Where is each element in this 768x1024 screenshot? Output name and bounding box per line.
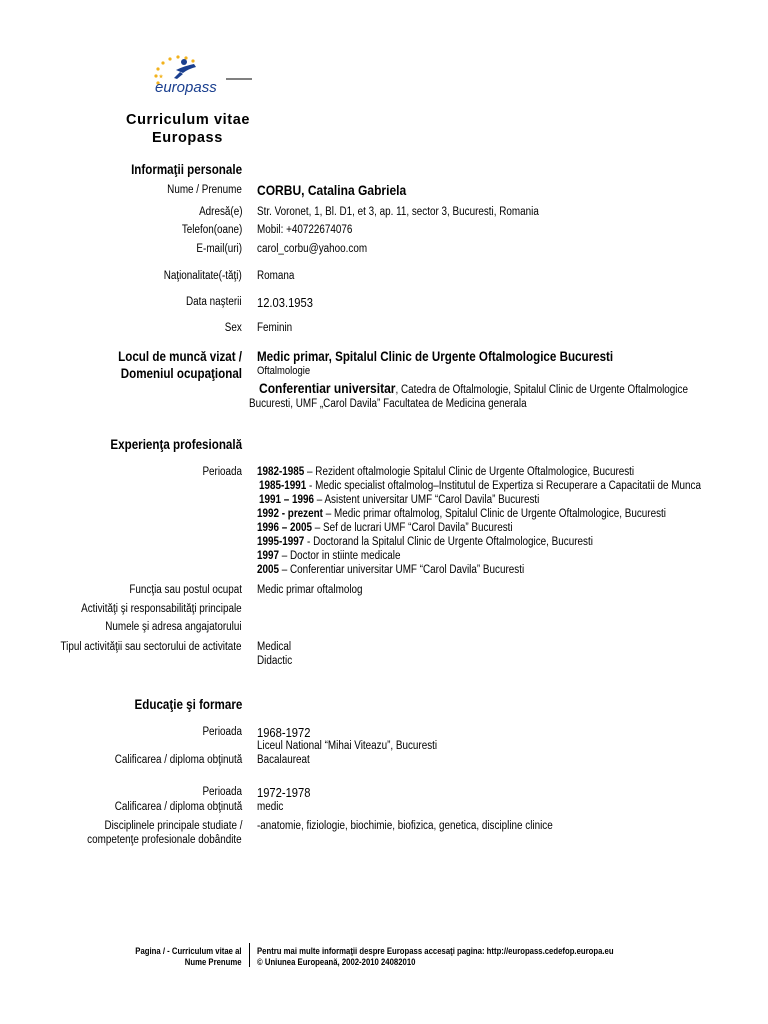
- footer-right: [257, 946, 614, 968]
- job-line2: Oftalmologie: [257, 365, 311, 377]
- experience-period-item: 1991 – 1996 – Asistent universitar UMF “Carol Davila” Bucuresti: [259, 494, 540, 506]
- footer-divider: [249, 943, 250, 967]
- experience-period-item: 1982-1985 – Rezident oftalmologie Spitalul Clinic de Urgente Oftalmologice, Bucuresti: [257, 466, 635, 478]
- europass-logo: [150, 52, 252, 98]
- job-line3: [259, 380, 688, 396]
- experience-period-item: 1995-1997 - Doctorand la Spitalul Clinic de Urgente Oftalmologice, Bucuresti: [257, 536, 593, 548]
- experience-period-label: Perioada: [202, 466, 242, 478]
- cv-title: [126, 111, 250, 147]
- footer-page-label: Pagina / - Curriculum vitae al: [135, 946, 242, 956]
- sector-value-1: Medical: [257, 641, 292, 653]
- cv-title-line2: Europass: [152, 130, 223, 146]
- function-value: Medic primar oftalmolog: [257, 584, 363, 596]
- job-line3-rest: , Catedra de Oftalmologie, Spitalul Clinic de Urgente Oftalmologice: [395, 384, 688, 396]
- education-2-qual: medic: [257, 801, 284, 813]
- education-heading: Educaţie şi formare: [134, 697, 242, 712]
- education-qual-label: Calificarea / diploma obţinută: [114, 801, 242, 813]
- footer-name-label: Nume Prenume: [185, 957, 242, 967]
- footer-info-link[interactable]: Pentru mai multe informaţii despre Europass accesaţi pagina: http://europass.cedefop.europa.eu: [257, 946, 614, 956]
- job-line1: Medic primar, Spitalul Clinic de Urgente Oftalmologice Bucuresti: [257, 349, 614, 364]
- function-label: Funcţia sau postul ocupat: [129, 584, 242, 596]
- sector-label: Tipul activităţii sau sectorului de activitate: [60, 641, 242, 653]
- birthdate-label: Data naşterii: [186, 296, 242, 308]
- experience-period-item: 1997 – Doctor in stiinte medicale: [257, 550, 401, 562]
- subjects-label-line1: Disciplinele principale studiate /: [104, 820, 242, 832]
- experience-period-item: 2005 – Conferentiar universitar UMF “Carol Davila” Bucuresti: [257, 564, 525, 576]
- email-value[interactable]: carol_corbu@yahoo.com: [257, 243, 368, 255]
- job-line4: Bucuresti, UMF „Carol Davila” Facultatea de Medicina generala: [249, 398, 527, 410]
- job-heading-line1: Locul de muncă vizat /: [118, 349, 242, 364]
- education-1-school: Liceul National “Mihai Viteazu”, Bucuresti: [257, 740, 438, 752]
- footer-copyright: © Uniunea Europeană, 2002-2010 24082010: [257, 957, 416, 967]
- nationality-label: Naţionalitate(-tăţi): [163, 270, 242, 282]
- birthdate-value: 12.03.1953: [257, 295, 313, 310]
- experience-period-item: 1992 - prezent – Medic primar oftalmolog, Spitalul Clinic de Urgente Oftalmologice, Bucuresti: [257, 508, 666, 520]
- education-qual-label: Calificarea / diploma obţinută: [114, 754, 242, 766]
- footer-left: [136, 946, 242, 968]
- job-line3-bold: Conferentiar universitar: [259, 380, 396, 396]
- cv-title-line1: Curriculum vitae: [126, 112, 251, 128]
- experience-period-item: 1996 – 2005 – Sef de lucrari UMF “Carol Davila” Bucuresti: [257, 522, 513, 534]
- nationality-value: Romana: [257, 270, 295, 282]
- name-value: CORBU, Catalina Gabriela: [257, 182, 407, 198]
- job-heading-line2: Domeniul ocupaţional: [120, 366, 242, 381]
- education-2-period: 1972-1978: [257, 785, 311, 800]
- education-period-label: Perioada: [202, 726, 242, 738]
- sex-label: Sex: [224, 322, 242, 334]
- phone-value: Mobil: +40722674076: [257, 224, 353, 236]
- education-1-qual: Bacalaureat: [257, 754, 310, 766]
- personal-info-heading: Informaţii personale: [131, 162, 242, 177]
- education-1-period: 1968-1972: [257, 725, 311, 740]
- sex-value: Feminin: [257, 322, 293, 334]
- phone-label: Telefon(oane): [181, 224, 242, 236]
- experience-period-item: 1985-1991 - Medic specialist oftalmolog–Institutul de Expertiza si Recuperare a Capacitatii de Munca: [259, 480, 701, 492]
- address-label: Adresă(e): [198, 206, 242, 218]
- subjects-label-line2: competenţe profesionale dobândite: [87, 834, 242, 846]
- education-period-label: Perioada: [202, 786, 242, 798]
- address-value: Str. Voronet, 1, Bl. D1, et 3, ap. 11, sector 3, Bucuresti, Romania: [257, 206, 539, 218]
- name-label: Nume / Prenume: [167, 184, 242, 196]
- logo-text: europass: [155, 79, 217, 96]
- experience-heading: Experienţa profesională: [110, 437, 242, 452]
- email-label: E-mail(uri): [196, 243, 242, 255]
- sector-value-2: Didactic: [257, 655, 293, 667]
- employer-label: Numele şi adresa angajatorului: [105, 621, 242, 633]
- activities-label: Activităţi şi responsabilităţi principale: [81, 603, 242, 615]
- subjects-value: -anatomie, fiziologie, biochimie, biofizica, genetica, discipline clinice: [257, 820, 553, 832]
